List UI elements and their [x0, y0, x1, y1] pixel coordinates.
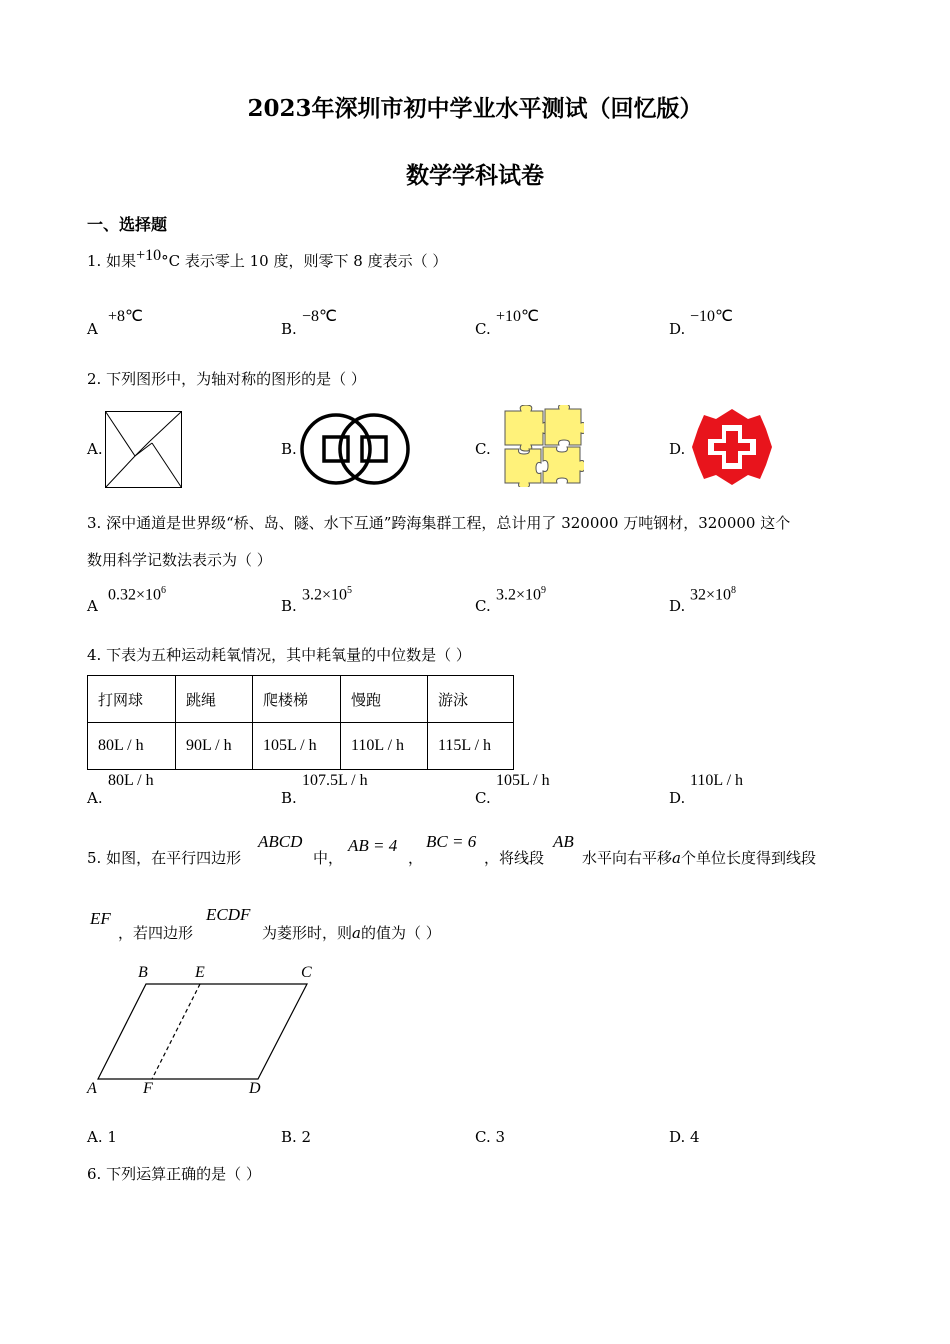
table-cell: 110L / h [341, 723, 428, 770]
question-1-suffix: °C 表示零上 10 度，则零下 8 度表示（ ） [161, 252, 448, 270]
question-1-prefix: 1. 如果 [87, 252, 137, 270]
q5-math-abcd: ABCD [258, 832, 303, 851]
point-label-e: E [195, 964, 205, 981]
q2-option-d-letter[interactable]: D. [669, 440, 686, 458]
puzzle-pieces-figure [502, 405, 584, 487]
q5-text-5: 水平向右平移a个单位长度得到线段 [582, 849, 816, 867]
pinwheel-square-figure [105, 411, 182, 488]
q5-text-8: 为菱形时，则a的值为（ ） [262, 924, 441, 942]
q1-option-b-letter[interactable]: B. [281, 320, 297, 338]
q1-option-d-letter[interactable]: D. [669, 320, 686, 338]
point-label-c: C [301, 964, 312, 981]
q1-option-a-letter[interactable]: A [87, 320, 98, 338]
two-coins-figure [300, 410, 412, 488]
point-label-a: A [87, 1080, 97, 1097]
red-cross-emblem-figure [690, 407, 774, 487]
q4-option-b-value: 107.5L / h [302, 772, 368, 789]
table-header-cell: 打网球 [88, 676, 176, 723]
q5-option-b[interactable]: B. 2 [281, 1128, 312, 1146]
q4-option-d-letter[interactable]: D. [669, 789, 686, 807]
q3-option-d-value: $32\times 10^8$ [690, 585, 737, 604]
table-header-row [88, 676, 514, 723]
q4-option-d-value: 110L / h [690, 772, 744, 789]
table-cell: 80L / h [88, 723, 176, 770]
q3-option-a-letter[interactable]: A [87, 597, 98, 615]
q5-math-ab-2: AB [553, 832, 574, 851]
parallelogram-figure [80, 960, 330, 1105]
q1-option-b-value: −8℃ [302, 308, 337, 325]
q5-math-bc: BC = 6 [426, 832, 477, 851]
point-label-d: D [249, 1080, 261, 1097]
q2-option-b-letter[interactable]: B. [281, 440, 297, 458]
point-label-b: B [138, 964, 148, 981]
q5-text-7: ，若四边形 [118, 924, 194, 942]
table-row [88, 723, 514, 770]
q3-option-d-letter[interactable]: D. [669, 597, 686, 615]
q4-option-a-value: 80L / h [108, 772, 154, 789]
q5-text-3: ， [408, 849, 424, 867]
table-cell: 115L / h [428, 723, 514, 770]
table-cell: 90L / h [176, 723, 253, 770]
q4-option-b-letter[interactable]: B. [281, 789, 297, 807]
q5-option-a[interactable]: A. 1 [87, 1128, 117, 1146]
point-label-f: F [143, 1080, 153, 1097]
q4-option-c-value: 105L / h [496, 772, 550, 789]
table-cell: 105L / h [253, 723, 341, 770]
q4-option-c-letter[interactable]: C. [475, 789, 491, 807]
table-header-cell: 爬楼梯 [253, 676, 341, 723]
q2-option-a-letter[interactable]: A. [87, 440, 103, 458]
q3-option-b-letter[interactable]: B. [281, 597, 297, 615]
q4-option-a-letter[interactable]: A. [87, 789, 103, 807]
q5-math-ab: AB = 4 [348, 836, 398, 855]
question-6: 6. 下列运算正确的是（ ） [87, 1165, 261, 1183]
q5-option-d[interactable]: D. 4 [669, 1128, 700, 1146]
table-header-cell: 跳绳 [176, 676, 253, 723]
question-1 [87, 247, 448, 271]
q3-option-a-value: $0.32\times 10^6$ [108, 585, 167, 604]
page-subtitle: 数学学科试卷 [406, 162, 544, 189]
q5-option-c[interactable]: C. 3 [475, 1128, 506, 1146]
q1-option-c-value: +10℃ [496, 308, 539, 325]
table-header-cell: 慢跑 [341, 676, 428, 723]
oxygen-consumption-table [87, 675, 514, 770]
q1-option-a-value: +8℃ [108, 308, 143, 325]
table-header-cell: 游泳 [428, 676, 514, 723]
q5-text-2: 中， [313, 849, 344, 867]
page-title: 2023年深圳市初中学业水平测试（回忆版） [247, 95, 703, 122]
q3-option-b-value: $3.2\times 10^5$ [302, 585, 353, 604]
q2-option-c-letter[interactable]: C. [475, 440, 491, 458]
question-5-line-1-start: 5. 如图，在平行四边形 [87, 849, 242, 867]
question-3-line-1: 3. 深中通道是世界级“桥、岛、隧、水下互通”跨海集群工程，总计用了 320000 万吨钢材，320000 这个 [87, 514, 791, 532]
question-4: 4. 下表为五种运动耗氧情况，其中耗氧量的中位数是（ ） [87, 646, 471, 664]
question-1-math: +10 [136, 247, 162, 264]
q3-option-c-value: $3.2\times 10^9$ [496, 585, 547, 604]
q3-option-c-letter[interactable]: C. [475, 597, 491, 615]
q1-option-d-value: −10℃ [690, 308, 733, 325]
question-3-line-2: 数用科学记数法表示为（ ） [87, 551, 272, 569]
q1-option-c-letter[interactable]: C. [475, 320, 491, 338]
q5-math-ecdf: ECDF [206, 905, 251, 924]
section-heading: 一、选择题 [87, 215, 168, 234]
question-2: 2. 下列图形中，为轴对称的图形的是（ ） [87, 370, 366, 388]
q5-math-ef: EF [90, 909, 111, 928]
q5-text-4: ，将线段 [484, 849, 545, 867]
